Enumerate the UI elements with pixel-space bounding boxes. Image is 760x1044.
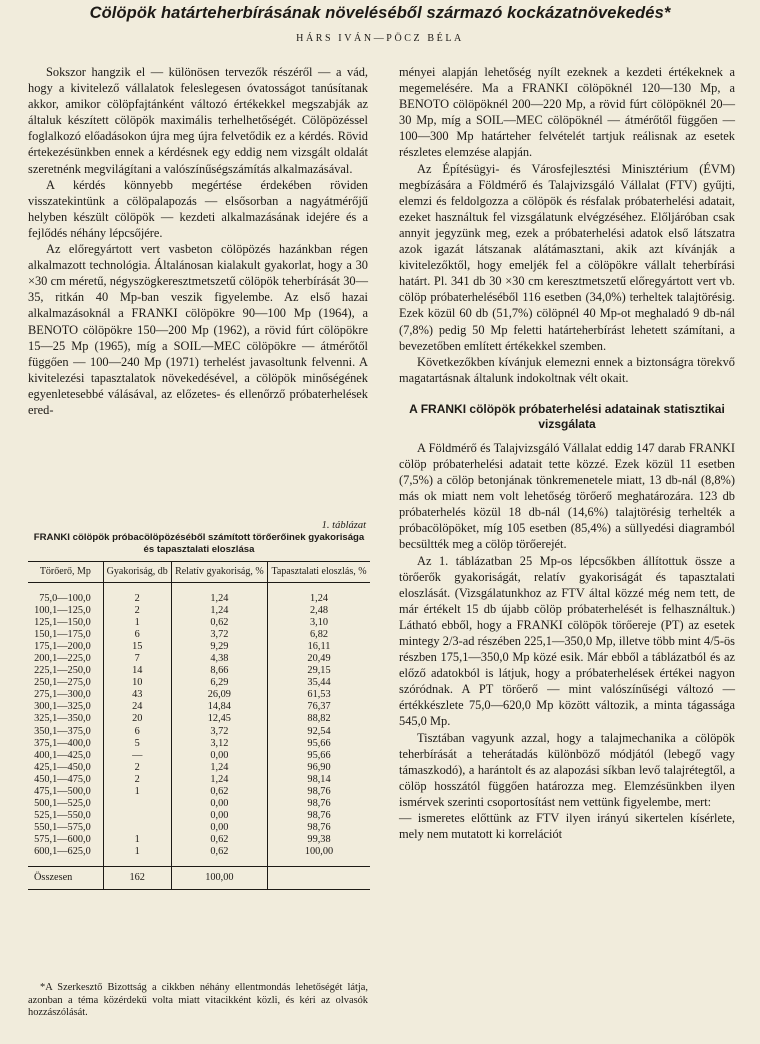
paragraph: Az 1. táblázatban 25 Mp-os lépcsőkben állítottuk össze a törőerők gyakoriságát, relatív gyakoriságát és tapasztalati eloszlását. (Vizsgálatunkhoz az FTV által közzé még nem tett, de már értékelt 15 db újabb cölöp próbaterhelését is felhasználtuk.) Látható ebből, hogy a FRANKI cölöpök törőereje (PT) az esetek mintegy 2/3-ad részében 225,1—350,0 Mp, illetve több mint 4/5-ös részben 175,1—350,0 Mp közé esik. Már ebből a táblázatból és az előző adatokból is látjuk, hogy a próbaterhelések értékei nagyon szóródnak. A PT törőerő — mint valószínűségi változó — értékkészlete 75,0—620,0 Mp között változik, a minta tágassága 545,0 Mp. <box>399 553 735 729</box>
table-cell: 95,66 <box>268 750 370 762</box>
table-cell: 2 <box>103 605 171 617</box>
table-cell: 125,1—150,0 <box>34 617 91 629</box>
table-cell: 450,1—475,0 <box>34 773 91 785</box>
paragraph: Sokszor hangzik el — különösen tervezők részéről — a vád, hogy a kivitelező vállalatok feleslegesen óvatosságot tanúsítanak akkor, amikor cölöpfajtánként változó értékekkel megszabják az általuk készített cölöpök maximális terhelhetőségét. Cölöpözéssel foglalkozó előadásokon újra meg újra felvetődik ez a kérdés. Rövid értekezésünkben ennek a kérdésnek egy eddig nem vizsgált oldalát szeretnénk megvilágítani a valószínűségszámítás alkalmazásával. <box>28 65 368 176</box>
table-row <box>28 762 370 774</box>
table-cell: 0,62 <box>171 834 267 846</box>
table-cell: 175,1—200,0 <box>34 641 91 653</box>
table-cell: 0,00 <box>171 822 267 834</box>
table-row <box>28 641 370 653</box>
table-cell: 225,1—250,0 <box>34 665 91 677</box>
table-cell: 1 <box>103 834 171 846</box>
table-row <box>28 677 370 689</box>
section-heading: A FRANKI cölöpök próbaterhelési adatainak statisztikai vizsgálata <box>409 401 725 431</box>
table-cell: 1 <box>103 617 171 629</box>
table-row <box>28 774 370 786</box>
table-row <box>28 583 370 606</box>
table-row <box>28 822 370 834</box>
table-cell <box>268 867 370 890</box>
table-cell: 7 <box>103 653 171 665</box>
table-cell: 525,1—550,0 <box>34 809 91 821</box>
table-row <box>28 713 370 725</box>
table-row <box>28 786 370 798</box>
frequency-table <box>28 561 370 890</box>
table-cell <box>103 822 171 834</box>
table-cell: 375,1—400,0 <box>34 737 91 749</box>
table-cell: 425,1—450,0 <box>34 761 91 773</box>
table-cell: 2 <box>103 774 171 786</box>
table-cell: 5 <box>103 738 171 750</box>
table-number: 1. táblázat <box>321 520 366 531</box>
table-cell: 600,1—625,0 <box>34 845 91 857</box>
table-row <box>28 653 370 665</box>
table-cell: — <box>103 750 171 762</box>
table-row <box>28 798 370 810</box>
table-cell: 100,1—125,0 <box>34 605 91 617</box>
paragraph: Következőkben kívánjuk elemezni ennek a biztonságra törekvő magatartásnak általunk indokoltnak vélt okait. <box>399 354 735 385</box>
table-row <box>28 810 370 822</box>
table-cell: 350,1—375,0 <box>34 725 91 737</box>
paragraph: Az előregyártott vert vasbeton cölöpözés hazánkban régen alkalmazott technológia. Általánosan kialakult gyakorlat, hogy a 30 ×30 cm méretű, négyszögkeresztmetszetű cölöpök teherbírását 30—35, ritkán 40 Mp-ban veszik figyelembe. Az első hazai alkalmazásoknál a FRANKI cölöpökre 90—100 Mp (1964), a BENOTO cölöpökre 150—200 Mp (1962), a rövid fúrt cölöpökre 15—25 Mp (1965), míg a SOIL—MEC cölöpökre — átmérőtől függően — 100—240 Mp (1971) terhelést javasoltunk felvenni. A kivitelezési tapasztalatok növekedésével, a cölöpök minőségének egyenletesebbé válásával, az előzetes- és ellenőrző próbaterhelések ered- <box>28 242 368 417</box>
table-total-row <box>28 867 370 890</box>
table-cell: 3,72 <box>171 629 267 641</box>
table-cell: 550,1—575,0 <box>34 821 91 833</box>
table-cell: 200,1—225,0 <box>34 653 91 665</box>
table-body <box>28 583 370 867</box>
table-header: Relatív gyakoriság, % <box>171 562 267 583</box>
table-cell: 1,24 <box>171 605 267 617</box>
table-header: Törőerő, Mp <box>28 562 103 583</box>
table-cell: 76,37 <box>268 701 370 713</box>
table-cell: 0,00 <box>171 810 267 822</box>
table-cell: 3,72 <box>171 726 267 738</box>
table-cell: 2 <box>103 583 171 606</box>
table-cell: 12,45 <box>171 713 267 725</box>
table-cell: 75,0—100,0 <box>39 593 91 604</box>
table-cell: 99,38 <box>268 834 370 846</box>
table-cell: 2,48 <box>268 605 370 617</box>
article-title: Cölöpök határteherbírásának növeléséből származó kockázatnövekedés* <box>89 4 671 22</box>
table-cell: 325,1—350,0 <box>34 713 91 725</box>
table-cell: 24 <box>103 701 171 713</box>
table-cell: 1,24 <box>171 774 267 786</box>
table-cell: 98,76 <box>268 810 370 822</box>
table-row <box>28 701 370 713</box>
paragraph: — ismeretes előttünk az FTV ilyen irányú sikertelen kísérlete, mely nem mutatott ki korrelációt <box>399 811 735 842</box>
table-cell: 250,1—275,0 <box>34 677 91 689</box>
paragraph: A Földmérő és Talajvizsgáló Vállalat eddig 147 darab FRANKI cölöp próbaterhelési adatait tette közzé. Ezek közül 11 esetben (7,5%) a cölöp betonjának tönkremenetele miatt, 13 db-nál (8,8%) más ok miatt nem volt lehetőség törőerő meghatározára. 123 db próbaterhelés közül 18 db-nál (14,6%) talajtörésig terhelték a próbacölöpöket, míg 105 esetben (85,4%) a süllyedési diagramból becsültték meg a cölöp törőerejét. <box>399 440 735 552</box>
table-cell: 6,29 <box>171 677 267 689</box>
paragraph: Az Építésügyi- és Városfejlesztési Minisztérium (ÉVM) megbízására a Földmérő és Talajvizsgáló Vállalat (FTV) gyűjti, elemzi és feldolgozza a cölöpök és résfalak próbaterhelési adatait, ezeket használtuk fel vizsgálatunk elvégzéséhez. Előljáróban csak annyit jegyzünk meg, ezek a próbaterhelési adatok első látszatra azok igazát látszanak alátámasztani, akik azt kívánják a kivitelezőktől, hogy emeljék fel a cölöpökre vállalt teherbírási határt. Pl. 341 db 30 ×30 cm keresztmetszetű előregyártott vert vb. cölöp próbaterheléséből 116 esetben (34,0%) terheltek talajtörésig. Ezek közül 60 db (51,7%) cölöpnél 40 Mp-ot meghaladó 9 db-nál (7,8%) pedig 50 Mp feletti határteherbírást lehetett számítani, a bevezetőben említett értékekkel szemben. <box>399 161 735 353</box>
table-cell: 150,1—175,0 <box>34 629 91 641</box>
table-1 <box>28 520 370 890</box>
table-cell: 14,84 <box>171 701 267 713</box>
table-cell: Összesen <box>28 867 103 890</box>
table-cell: 43 <box>103 689 171 701</box>
table-row <box>28 750 370 762</box>
table-cell: 162 <box>103 867 171 890</box>
table-cell: 96,90 <box>268 762 370 774</box>
table-cell: 98,14 <box>268 774 370 786</box>
table-cell: 98,76 <box>268 822 370 834</box>
table-cell: 1,24 <box>171 583 267 606</box>
table-cell: 8,66 <box>171 665 267 677</box>
table-cell: 92,54 <box>268 726 370 738</box>
table-row <box>28 689 370 701</box>
footnote <box>28 982 368 1020</box>
table-cell: 500,1—525,0 <box>34 797 91 809</box>
table-cell: 20 <box>103 713 171 725</box>
table-cell: 2 <box>103 762 171 774</box>
table-cell: 0,00 <box>171 750 267 762</box>
paragraph: ményei alapján lehetőség nyílt ezeknek a kezdeti értékeknek a megemelésére. Ma a FRANKI cölöpöknél 120—130 Mp, a BENOTO cölöpöknél 200—220 Mp, a rövid fúrt cölöpöknél 20—30 Mp, míg a SOIL—MEC cölöpöknél — átmérőtől függően — 100—300 Mp határteher felvételét tartjuk reálisnak az esetek részletes elemzése alapján. <box>399 65 735 160</box>
table-cell: 15 <box>103 641 171 653</box>
left-column <box>28 64 368 418</box>
table-cell: 275,1—300,0 <box>34 689 91 701</box>
table-cell: 98,76 <box>268 786 370 798</box>
table-row <box>28 605 370 617</box>
table-cell: 26,09 <box>171 689 267 701</box>
table-cell: 6 <box>103 629 171 641</box>
table-cell: 1,24 <box>171 762 267 774</box>
table-cell: 3,12 <box>171 738 267 750</box>
table-row <box>28 617 370 629</box>
table-cell: 300,1—325,0 <box>34 701 91 713</box>
table-cell: 6,82 <box>268 629 370 641</box>
table-cell: 88,82 <box>268 713 370 725</box>
table-row <box>28 726 370 738</box>
table-cell: 400,1—425,0 <box>34 749 91 761</box>
table-cell: 3,10 <box>268 617 370 629</box>
table-row <box>28 846 370 867</box>
table-cell: 0,62 <box>171 786 267 798</box>
table-cell: 4,38 <box>171 653 267 665</box>
table-cell: 14 <box>103 665 171 677</box>
table-title: FRANKI cölöpök próbacölöpözéséből számított törőerőinek gyakorisága és tapasztalati eloszlása <box>33 532 365 555</box>
table-cell: 20,49 <box>268 653 370 665</box>
table-cell: 575,1—600,0 <box>34 833 91 845</box>
table-cell: 29,15 <box>268 665 370 677</box>
table-cell: 0,00 <box>171 798 267 810</box>
paragraph: A kérdés könnyebb megértése érdekében röviden visszatekintünk a cölöpalapozás — elsősorban a nagyátmérőjű helyben készült cölöpök — kezdeti alkalmazásának idejére és a fejlődés néhány lépcsőjére. <box>28 177 368 240</box>
paragraph: Tisztában vagyunk azzal, hogy a talajmechanika a cölöpök teherbírását a teherátadás különböző módjától (lebegő vagy támaszkodó), a harántolt és az alapozási síkban levő talajrétegtől, a cölöp hosszától függően határozza meg. Elemzésünkben ilyen ismérvek szerinti csoportosítást nem vettünk figyelembe, mert: <box>399 730 735 809</box>
table-cell: 95,66 <box>268 738 370 750</box>
footnote-text: *A Szerkesztő Bizottság a cikkben néhány ellentmondás lehetőségét látja, azonban a téma közérdekű volta miatt vitacikként közli, és kéri az olvasók hozzászólását. <box>28 982 368 1019</box>
table-cell: 1 <box>103 846 171 867</box>
table-cell: 98,76 <box>268 798 370 810</box>
table-cell: 475,1—500,0 <box>34 785 91 797</box>
table-cell: 0,62 <box>171 617 267 629</box>
table-cell: 100,00 <box>171 867 267 890</box>
table-row <box>28 665 370 677</box>
table-cell <box>103 810 171 822</box>
table-cell: 100,00 <box>268 846 370 867</box>
table-cell: 1 <box>103 786 171 798</box>
table-cell: 6 <box>103 726 171 738</box>
table-row <box>28 629 370 641</box>
right-column <box>399 64 735 842</box>
table-cell: 61,53 <box>268 689 370 701</box>
table-header: Gyakoriság, db <box>103 562 171 583</box>
table-cell: 35,44 <box>268 677 370 689</box>
table-cell <box>103 798 171 810</box>
table-row <box>28 834 370 846</box>
table-cell: 10 <box>103 677 171 689</box>
table-cell: 1,24 <box>268 583 370 606</box>
table-cell: 16,11 <box>268 641 370 653</box>
table-cell: 0,62 <box>171 846 267 867</box>
article-authors: HÁRS IVÁN—PÖCZ BÉLA <box>296 33 464 44</box>
table-header: Tapasztalati eloszlás, % <box>268 562 370 583</box>
table-row <box>28 738 370 750</box>
table-cell: 9,29 <box>171 641 267 653</box>
